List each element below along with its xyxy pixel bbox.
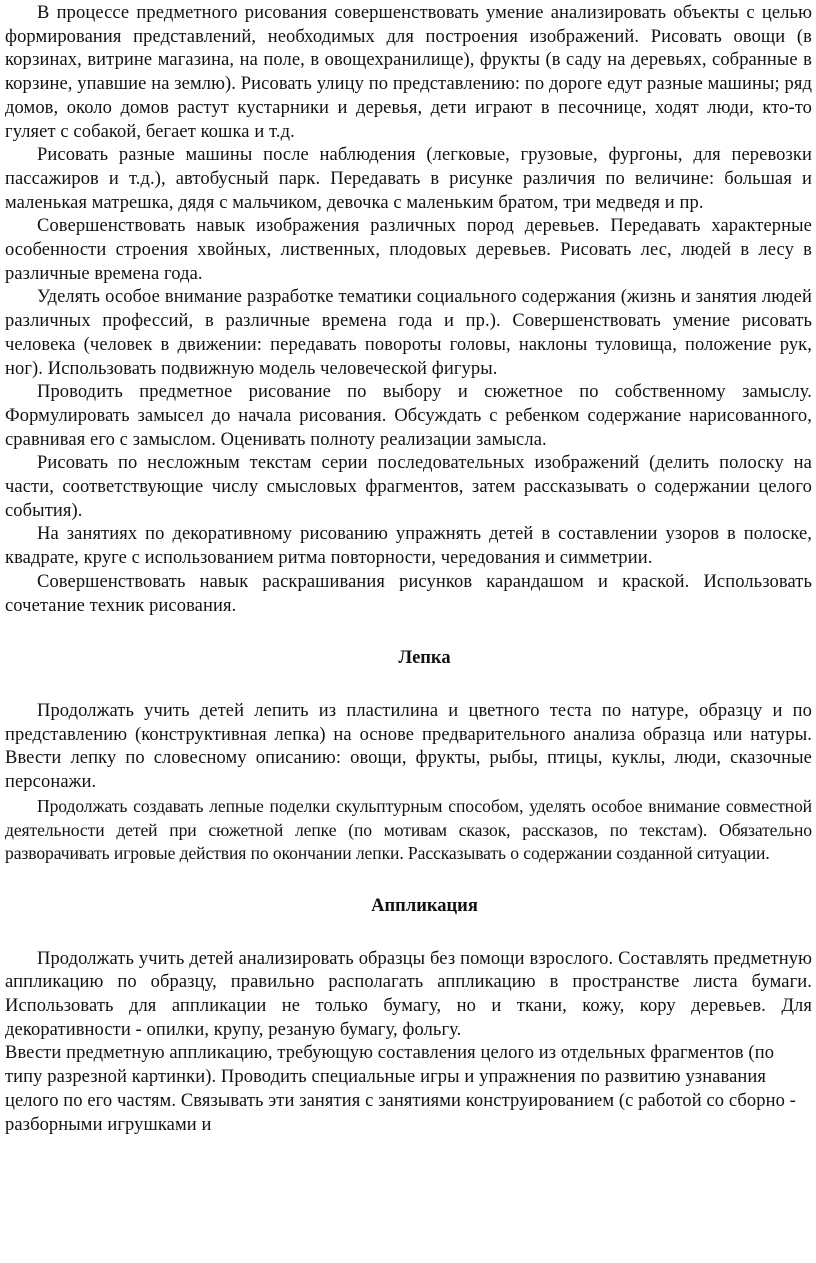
spacer <box>5 671 812 700</box>
paragraph: На занятиях по декоративному рисованию упражнять детей в составлении узоров в полоске, квадрате, круге с использованием ритма повторности, чередования и симметрии. <box>5 524 812 569</box>
section-applique <box>5 948 812 1138</box>
spacer <box>5 618 812 647</box>
paragraph: Рисовать по несложным текстам серии последовательных изображений (делить полоску на части, соответствующие числу смысловых фрагментов, затем рассказывать о содержании целого события). <box>5 453 812 521</box>
paragraph: Ввести предметную аппликацию, требующую составления целого из отдельных фрагментов (по типу разрезной картинки). Проводить специальные игры и упражнения по развитию узнавания целого по его частям. Связывать эти занятия с занятиями конструированием (с работой со сборно - разборными игрушками и <box>5 1043 796 1135</box>
section-modeling <box>5 700 812 866</box>
paragraph: Продолжать создавать лепные поделки скульптурным способом, уделять особое внимание совместной деятельности детей при сюжетной лепке (по мотивам сказок, рассказов, по текстам). Обязательно разворачивать игровые действия по окончании лепки. Рассказывать о содержании созданной ситуации. <box>5 795 812 864</box>
paragraph: Продолжать учить детей лепить из пластилина и цветного теста по натуре, образцу и по представлению (конструктивная лепка) на основе предварительного анализа образца или натуры. Ввести лепку по словесному описанию: овощи, фрукты, рыбы, птицы, куклы, люди, сказочные персонажи. <box>5 700 812 793</box>
section-drawing <box>5 2 812 618</box>
paragraph: Уделять особое внимание разработке тематики социального содержания (жизнь и занятия людей различных профессий, в различные времена года и пр.). Совершенствовать умение рисовать человека (человек в движении: передавать повороты головы, наклоны туловища, положение рук, ног). Использовать подвижную модель человеческой фигуры. <box>5 287 812 379</box>
paragraph: Рисовать разные машины после наблюдения (легковые, грузовые, фургоны, для перевозки пассажиров и т.д.), автобусный парк. Передавать в рисунке различия по величине: большая и маленькая матрешка, дядя с мальчиком, девочка с маленьким братом, три медведя и пр. <box>5 145 812 213</box>
section-heading-applique: Аппликация <box>371 895 478 916</box>
section-heading-modeling: Лепка <box>398 648 451 669</box>
paragraph: Проводить предметное рисование по выбору и сюжетное по собственному замыслу. Формулировать замысел до начала рисования. Обсуждать с ребенком содержание нарисованного, сравнивая его с замыслом. Оценивать полноту реализации замысла. <box>5 382 812 450</box>
paragraph: Продолжать учить детей анализировать образцы без помощи взрослого. Составлять предметную аппликацию по образцу, правильно располагать аппликацию в пространстве листа бумаги. Использовать для аппликации не только бумагу, но и ткани, кожу, кору деревьев. Для декоративности - опилки, крупу, резаную бумагу, фольгу. <box>5 948 812 1040</box>
paragraph: В процессе предметного рисования совершенствовать умение анализировать объекты с целью формирования представлений, необходимых для построения изображений. Рисовать овощи (в корзинах, витрине магазина, на поле, в овощехранилище), фрукты (в саду на деревьях, собранные в корзине, упавшие на землю). Рисовать улицу по представлению: по дороге едут разные машины; ряд домов, около домов растут кустарники и деревья, дети играют в песочнице, ходят люди, кто-то гуляет с собакой, бегает кошка и т.д. <box>5 3 812 142</box>
spacer <box>5 919 812 948</box>
paragraph: Совершенствовать навык раскрашивания рисунков карандашом и краской. Использовать сочетание техник рисования. <box>5 571 812 616</box>
paragraph: Совершенствовать навык изображения различных пород деревьев. Передавать характерные особенности строения хвойных, лиственных, плодовых деревьев. Рисовать лес, людей в лесу в различные времена года. <box>5 216 812 284</box>
spacer <box>5 866 812 895</box>
